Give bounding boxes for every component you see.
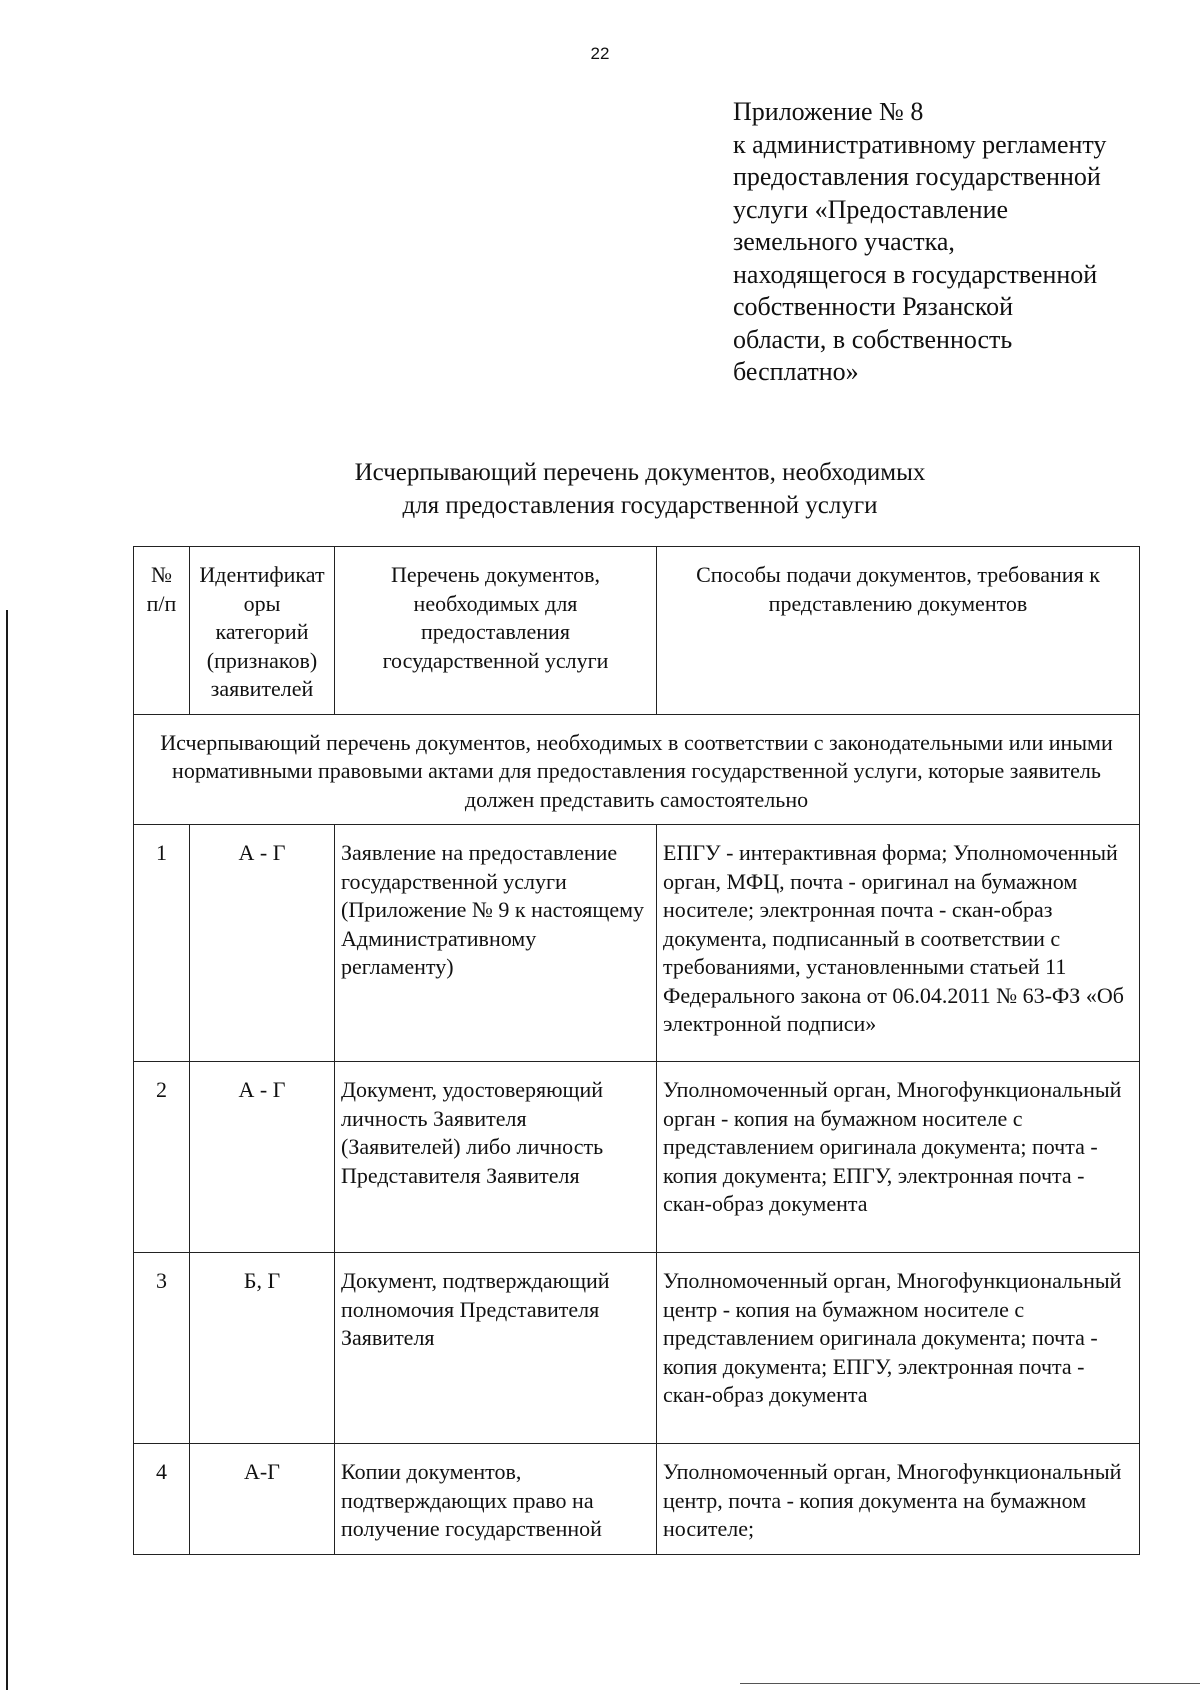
scan-bottom-line [740, 1683, 1200, 1684]
row-number: 1 [134, 825, 190, 1062]
section-row [134, 714, 1140, 825]
section-heading: Исчерпывающий перечень документов, необходимых в соответствии с законодательными или иными нормативными правовыми актами для предоставления государственной услуги, которые заявитель должен представить самостоятельно [134, 714, 1140, 825]
row-applicant-id: А - Г [190, 1062, 335, 1253]
appendix-line: собственности Рязанской [733, 292, 1014, 321]
row-number: 2 [134, 1062, 190, 1253]
appendix-line: к административному регламенту [733, 129, 1107, 159]
appendix-line: находящегося в государственной [733, 259, 1098, 289]
appendix-line: предоставления государственной [733, 162, 1101, 191]
row-document: Копии документов, подтверждающих право на получение государственной [335, 1444, 657, 1555]
row-submission-method: Уполномоченный орган, Многофункциональный центр - копия на бумажном носителе с представлением оригинала документа; почта - копия документа; ЕПГУ, электронная почта - скан-образ документа [657, 1253, 1140, 1444]
table-row [134, 825, 1140, 1062]
table-header-row [134, 547, 1140, 715]
documents-table [133, 546, 1140, 1555]
appendix-line: области, в собственность [733, 324, 1013, 354]
document-title [130, 456, 1150, 522]
row-applicant-id: Б, Г [190, 1253, 335, 1444]
header-applicant-categories: Идентификаторы категорий (признаков) заявителей [190, 547, 335, 715]
row-number: 4 [134, 1444, 190, 1555]
page-number: 22 [590, 44, 610, 63]
table-row [134, 1253, 1140, 1444]
title-line: для предоставления государственной услуги [402, 492, 878, 519]
row-submission-method: Уполномоченный орган, Многофункциональный центр, почта - копия документа на бумажном носителе; [657, 1444, 1140, 1555]
appendix-line: Приложение № 8 [733, 97, 924, 126]
scan-edge-line [6, 610, 8, 1690]
row-submission-method: Уполномоченный орган, Многофункциональный орган - копия на бумажном носителе с представлением оригинала документа; почта - копия документа; ЕПГУ, электронная почта - скан-образ документа [657, 1062, 1140, 1253]
appendix-line: услуги «Предоставление [733, 194, 1009, 224]
row-document: Документ, подтверждающий полномочия Представителя Заявителя [335, 1253, 657, 1444]
header-submission-methods: Способы подачи документов, требования к представлению документов [657, 547, 1140, 715]
row-submission-method: ЕПГУ - интерактивная форма; Уполномоченный орган, МФЦ, почта - оригинал на бумажном носителе; электронная почта - скан-образ документа, подписанный в соответствии с требованиями, установленными статьей 11 Федерального закона от 06.04.2011 № 63-ФЗ «Об электронной подписи» [657, 825, 1140, 1062]
appendix-line: земельного участка, [733, 227, 955, 256]
row-number: 3 [134, 1253, 190, 1444]
header-document-list: Перечень документов, необходимых для предоставления государственной услуги [335, 547, 657, 715]
appendix-block [733, 96, 1173, 389]
row-applicant-id: А-Г [190, 1444, 335, 1555]
table-row [134, 1444, 1140, 1555]
title-line: Исчерпывающий перечень документов, необходимых [354, 459, 926, 486]
row-document: Документ, удостоверяющий личность Заявителя (Заявителей) либо личность Представителя Заявителя [335, 1062, 657, 1253]
row-document: Заявление на предоставление государственной услуги (Приложение № 9 к настоящему Административному регламенту) [335, 825, 657, 1062]
row-applicant-id: А - Г [190, 825, 335, 1062]
appendix-line: бесплатно» [733, 357, 859, 386]
header-number: № п/п [134, 547, 190, 715]
table-row [134, 1062, 1140, 1253]
